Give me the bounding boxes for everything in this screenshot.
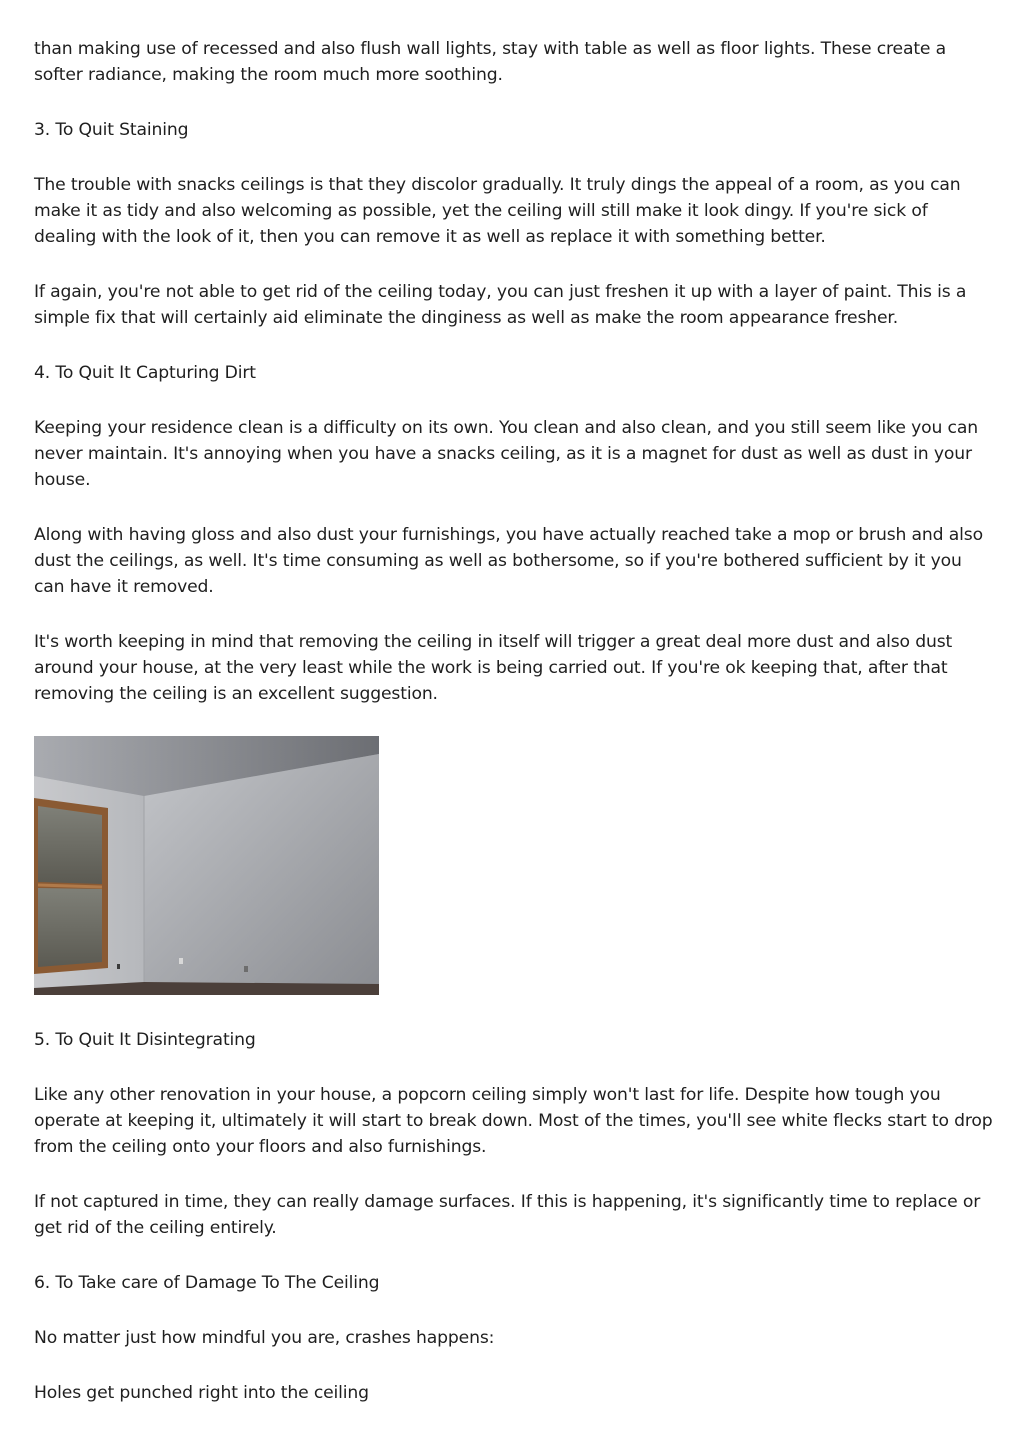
article-body <box>34 36 994 1435</box>
heading-damage-ceiling: 6. To Take care of Damage To The Ceiling <box>34 1273 380 1293</box>
paragraph-holes: Holes get punched right into the ceiling <box>34 1383 369 1403</box>
heading-capturing-dirt: 4. To Quit It Capturing Dirt <box>34 363 256 383</box>
paragraph-removal-dust: It's worth keeping in mind that removing the ceiling in itself will trigger a great deal more dust and also dust around your house, at the very least while the work is being carried out. If you're ok keeping that, after that removing the ceiling is an excellent suggestion. <box>34 632 953 704</box>
paragraph-crashes: No matter just how mindful you are, crashes happens: <box>34 1328 495 1348</box>
paragraph-discolor: The trouble with snacks ceilings is that they discolor gradually. It truly dings the appeal of a room, as you can make it as tidy and also welcoming as possible, yet the ceiling will still make it look dingy. If you're sick of dealing with the look of it, then you can remove it as well as replace it with something better. <box>34 175 961 247</box>
room-photo <box>34 736 379 995</box>
paragraph-damage-surfaces: If not captured in time, they can really damage surfaces. If this is happening, it's significantly time to replace or get rid of the ceiling entirely. <box>34 1192 981 1238</box>
paragraph-dust-ceilings: Along with having gloss and also dust your furnishings, you have actually reached take a mop or brush and also dust the ceilings, as well. It's time consuming as well as bothersome, so if you're bothered sufficient by it you can have it removed. <box>34 525 983 597</box>
paragraph-lighting: than making use of recessed and also flush wall lights, stay with table as well as floor lights. These create a softer radiance, making the room much more soothing. <box>34 39 947 85</box>
heading-quit-staining: 3. To Quit Staining <box>34 120 189 140</box>
paragraph-paint: If again, you're not able to get rid of the ceiling today, you can just freshen it up with a layer of paint. This is a simple fix that will certainly aid eliminate the dinginess as well as make the room appearance fresher. <box>34 282 967 328</box>
paragraph-renovation: Like any other renovation in your house, a popcorn ceiling simply won't last for life. Despite how tough you operate at keeping it, ultimately it will start to break down. Most of the times, you'll see white flecks start to drop from the ceiling onto your floors and also furnishings. <box>34 1085 993 1157</box>
heading-disintegrating: 5. To Quit It Disintegrating <box>34 1030 256 1050</box>
paragraph-clean-residence: Keeping your residence clean is a difficulty on its own. You clean and also clean, and you still seem like you can never maintain. It's annoying when you have a snacks ceiling, as it is a magnet for dust as well as dust in your house. <box>34 418 978 490</box>
